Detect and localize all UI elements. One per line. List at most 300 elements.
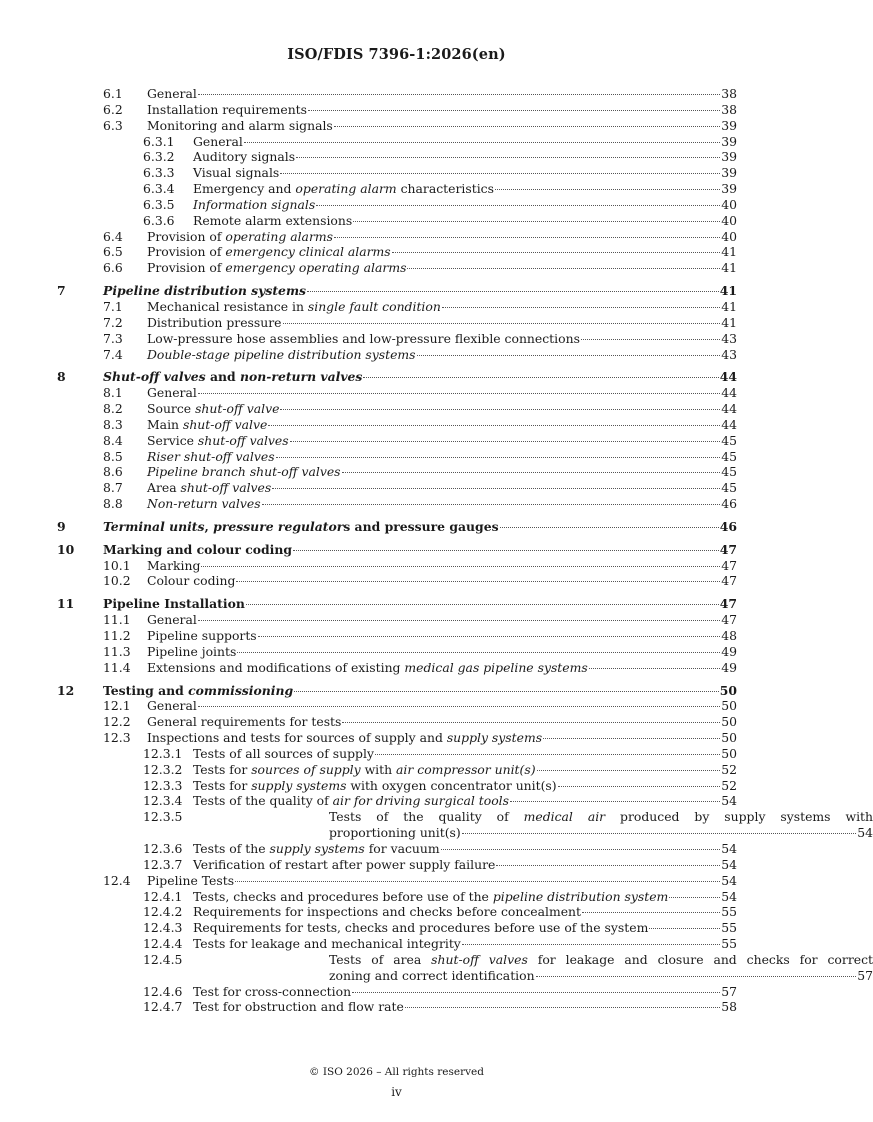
toc-entry[interactable]	[57, 181, 737, 197]
toc-entry-number: 8	[57, 369, 66, 385]
toc-title-fragment: supply systems	[251, 777, 347, 793]
toc-entry-number: 12.4.6	[143, 983, 183, 999]
toc-title-fragment: with	[360, 761, 397, 777]
toc-title-fragment: Testing and	[103, 682, 189, 698]
toc-entry-title	[329, 825, 461, 841]
dot-leader	[352, 992, 720, 993]
toc-entry[interactable]	[57, 449, 737, 465]
toc-entry[interactable]	[57, 244, 737, 260]
toc-title-fragment: Pipeline joints	[147, 643, 237, 659]
toc-entry[interactable]	[57, 417, 737, 433]
toc-title-fragment: sources of supply	[251, 761, 361, 777]
toc-entry[interactable]	[57, 596, 737, 612]
toc-entry-page: 46	[721, 496, 737, 512]
toc-title-fragment: operating alarm	[295, 181, 397, 197]
dot-leader	[442, 307, 720, 308]
toc-entry[interactable]	[57, 229, 737, 245]
toc-entry-title	[103, 542, 292, 558]
toc-entry-title	[193, 181, 494, 197]
dot-leader	[581, 339, 720, 340]
toc-title-fragment: Mechanical resistance in	[147, 298, 308, 314]
toc-entry-title	[147, 102, 307, 118]
toc-title-fragment: General	[147, 385, 197, 401]
toc-entry-title	[193, 134, 243, 150]
toc-entry[interactable]	[57, 519, 737, 535]
toc-entry-title	[193, 793, 509, 809]
toc-entry-number: 12.3.5	[143, 809, 183, 825]
toc-entry[interactable]	[57, 480, 737, 496]
toc-entry-page: 57	[721, 983, 737, 999]
toc-title-fragment: Extensions and modifications of existing	[147, 659, 405, 675]
toc-title-fragment: General	[147, 612, 197, 628]
toc-entry-page: 49	[721, 643, 737, 659]
toc-title-fragment: Tests of the quality of	[329, 809, 524, 825]
toc-entry-number: 12.3.4	[143, 793, 183, 809]
toc-entry[interactable]	[57, 873, 737, 889]
toc-entry[interactable]	[57, 644, 737, 660]
toc-entry-page: 55	[721, 936, 737, 952]
dot-leader	[405, 1007, 720, 1008]
table-of-contents	[57, 86, 873, 1015]
toc-title-fragment: single fault condition	[307, 298, 441, 314]
toc-title-fragment: Pipeline branch shut-off valves	[147, 464, 341, 480]
toc-entry[interactable]	[57, 118, 737, 134]
dot-leader	[316, 205, 720, 206]
toc-entry[interactable]	[57, 698, 737, 714]
toc-entry-number: 12.4.2	[143, 904, 183, 920]
toc-title-fragment: Service	[147, 432, 198, 448]
dot-leader	[198, 620, 720, 621]
toc-entry-number: 6.3.2	[143, 149, 175, 165]
toc-title-fragment: shut-off valve	[195, 401, 280, 417]
dot-leader	[353, 221, 720, 222]
dot-leader	[363, 377, 718, 378]
toc-entry-title	[193, 165, 279, 181]
toc-entry-page: 50	[721, 698, 737, 714]
toc-entry-title	[147, 118, 333, 134]
toc-entry-page: 41	[721, 314, 737, 330]
toc-entry-page: 45	[721, 432, 737, 448]
toc-title-fragment: shut-off valves	[180, 480, 272, 496]
toc-entry-number: 11.3	[103, 643, 131, 659]
toc-entry-title	[193, 149, 295, 165]
toc-entry[interactable]	[57, 401, 737, 417]
toc-entry-number: 6.3.6	[143, 212, 175, 228]
toc-title-fragment: ,	[204, 518, 214, 534]
toc-entry[interactable]	[57, 197, 737, 213]
toc-entry-number: 12.3.2	[143, 761, 183, 777]
toc-entry-number: 12.4.3	[143, 920, 183, 936]
toc-entry[interactable]	[57, 951, 873, 984]
toc-entry-page: 40	[721, 196, 737, 212]
toc-entry-title	[147, 496, 261, 512]
toc-title-fragment: Pipeline distribution systems	[103, 283, 307, 299]
dot-leader	[201, 566, 720, 567]
toc-title-fragment: Test for cross-connection	[193, 983, 352, 999]
toc-entry[interactable]	[57, 730, 737, 746]
page-number: iv	[391, 1085, 402, 1099]
toc-entry-title	[193, 999, 404, 1015]
dot-leader	[582, 912, 720, 913]
dot-leader	[237, 652, 720, 653]
toc-entry-number: 7	[57, 283, 66, 299]
toc-entry-number: 8.4	[103, 432, 123, 448]
dot-leader	[290, 441, 721, 442]
toc-entry-title	[147, 628, 257, 644]
toc-entry-number: 12.2	[103, 714, 131, 730]
toc-entry-title	[193, 889, 668, 905]
toc-entry-title	[147, 385, 197, 401]
toc-entry-number: 12.1	[103, 698, 131, 714]
toc-entry-page: 52	[721, 777, 737, 793]
toc-entry-number: 8.6	[103, 464, 123, 480]
toc-title-fragment: Tests, checks and procedures before use of the	[193, 888, 493, 904]
toc-title-fragment: Distribution pressure	[147, 314, 282, 330]
toc-entry[interactable]	[57, 904, 737, 920]
dot-leader	[649, 928, 720, 929]
toc-entry-title	[193, 746, 374, 762]
toc-entry-page: 38	[721, 86, 737, 101]
toc-entry-number: 8.2	[103, 401, 123, 417]
toc-entry-title	[147, 660, 588, 676]
dot-leader	[307, 291, 719, 292]
dot-leader	[462, 944, 720, 945]
toc-entry-page: 48	[721, 628, 737, 643]
dot-leader	[543, 738, 720, 739]
toc-entry-number: 8.5	[103, 448, 123, 464]
toc-entry-page: 50	[721, 745, 737, 761]
copyright-notice: © ISO 2026 – All rights reserved	[309, 1066, 484, 1078]
dot-leader	[536, 976, 857, 977]
toc-title-fragment: emergency clinical alarms	[225, 244, 391, 260]
toc-title-fragment: Area	[147, 480, 181, 496]
toc-entry[interactable]	[57, 102, 737, 118]
toc-title-fragment: Low-pressure hose assemblies and low-pressure flexible connections	[147, 330, 580, 346]
toc-title-fragment: Non-return valves	[147, 496, 261, 512]
toc-entry-number: 12.4.5	[143, 951, 183, 967]
dot-leader	[293, 550, 719, 551]
toc-entry-number: 8.1	[103, 385, 123, 401]
dot-leader	[294, 691, 719, 692]
toc-entry[interactable]	[57, 283, 737, 299]
toc-entry-title	[147, 229, 333, 245]
toc-entry[interactable]	[57, 809, 873, 841]
toc-entry-page: 47	[721, 557, 737, 573]
toc-entry-number: 6.2	[103, 101, 123, 117]
toc-entry[interactable]	[57, 660, 737, 676]
toc-title-fragment: Pipeline Installation	[103, 596, 245, 612]
toc-entry-title	[147, 714, 341, 730]
toc-title-fragment: shut-off valve	[182, 416, 268, 432]
toc-entry-title	[147, 873, 234, 889]
toc-entry[interactable]	[57, 433, 737, 449]
toc-title-fragment: s and pressure gauges	[343, 518, 499, 534]
toc-entry[interactable]	[57, 999, 737, 1015]
dot-leader	[407, 268, 720, 269]
toc-entry-title	[147, 644, 236, 660]
dot-leader	[342, 722, 720, 723]
toc-entry[interactable]	[57, 331, 737, 347]
toc-title-fragment: shut-off valves	[197, 432, 289, 448]
dot-leader	[236, 581, 720, 582]
toc-title-fragment: Provision of	[147, 260, 226, 276]
toc-entry-number: 6.3.5	[143, 196, 175, 212]
toc-title-fragment: Shut-off valves	[103, 369, 206, 385]
toc-entry-number: 7.1	[103, 298, 123, 314]
toc-title-fragment: non-return valves	[240, 369, 363, 385]
toc-entry-page: 55	[721, 920, 737, 936]
toc-title-fragment: Remote alarm extensions	[193, 212, 353, 228]
toc-entry[interactable]	[57, 984, 737, 1000]
toc-entry[interactable]	[57, 369, 737, 385]
toc-entry-number: 12.3.3	[143, 777, 183, 793]
toc-title-fragment: Verification of restart after power supply failure	[193, 856, 496, 872]
toc-entry-page: 41	[719, 283, 737, 299]
dot-leader	[669, 897, 720, 898]
toc-entry-number: 12.3.6	[143, 840, 183, 856]
toc-entry-page: 39	[721, 117, 737, 133]
toc-entry-number: 12.4.1	[143, 888, 183, 904]
dot-leader	[198, 706, 720, 707]
toc-title-fragment: Riser shut-off valves	[147, 448, 275, 464]
toc-entry-page: 44	[721, 401, 737, 417]
dot-leader	[537, 770, 721, 771]
toc-entry-number: 8.8	[103, 496, 123, 512]
dot-leader	[258, 636, 721, 637]
toc-entry[interactable]	[57, 165, 737, 181]
toc-entry-page: 45	[721, 464, 737, 480]
toc-entry[interactable]	[57, 299, 737, 315]
toc-title-fragment: General	[193, 133, 243, 149]
toc-entry[interactable]	[57, 496, 737, 512]
toc-entry[interactable]	[57, 464, 737, 480]
dot-leader	[296, 157, 720, 158]
toc-title-fragment: Marking and colour coding	[103, 541, 293, 557]
toc-entry-title	[193, 762, 536, 778]
toc-title-fragment: General	[147, 698, 197, 714]
toc-entry-title	[103, 596, 245, 612]
toc-title-fragment: Emergency and	[193, 181, 296, 197]
toc-entry-page: 54	[721, 872, 737, 888]
toc-entry[interactable]	[57, 746, 737, 762]
dot-leader	[276, 457, 721, 458]
dot-leader	[334, 126, 720, 127]
dot-leader	[462, 833, 856, 834]
dot-leader	[198, 94, 720, 95]
toc-entry[interactable]	[57, 385, 737, 401]
toc-entry-title	[147, 417, 267, 433]
toc-entry-page: 57	[857, 967, 873, 983]
toc-entry-page: 47	[719, 541, 737, 557]
toc-entry[interactable]	[57, 683, 737, 699]
toc-title-fragment: characteristics	[396, 181, 494, 197]
toc-entry-page: 43	[721, 330, 737, 346]
toc-entry-number: 8.3	[103, 416, 123, 432]
toc-entry-page: 58	[721, 999, 737, 1015]
toc-entry-page: 41	[721, 244, 737, 260]
toc-entry-number: 10.2	[103, 573, 131, 589]
toc-entry-number: 6.5	[103, 244, 123, 260]
dot-leader	[280, 173, 720, 174]
toc-entry-page: 39	[721, 181, 737, 197]
toc-title-fragment: Pipeline Tests	[147, 872, 235, 888]
toc-entry-number: 6.3.1	[143, 133, 175, 149]
toc-entry-number: 12	[57, 682, 75, 698]
toc-entry-title	[147, 433, 289, 449]
toc-entry-title	[147, 244, 391, 260]
toc-entry-page: 54	[857, 825, 873, 841]
toc-entry-page: 40	[721, 228, 737, 244]
toc-title-fragment: Tests of area	[329, 951, 432, 967]
toc-entry-title	[103, 283, 306, 299]
toc-entry[interactable]	[57, 134, 737, 150]
dot-leader	[272, 488, 720, 489]
toc-entry-page: 54	[721, 856, 737, 872]
toc-entry-title	[103, 369, 362, 385]
toc-title-fragment: Tests of the quality of	[193, 793, 333, 809]
toc-entry-number: 7.4	[103, 346, 123, 362]
toc-entry-number: 9	[57, 518, 66, 534]
toc-title-fragment: Information signals	[193, 196, 316, 212]
toc-entry-number: 6.3.4	[143, 181, 175, 197]
toc-entry-title	[193, 857, 495, 873]
toc-entry-title	[193, 841, 440, 857]
toc-entry-title	[147, 401, 279, 417]
dot-leader	[280, 409, 720, 410]
toc-title-fragment: Provision of	[147, 228, 226, 244]
toc-entry[interactable]	[57, 920, 737, 936]
toc-entry-number: 7.3	[103, 330, 123, 346]
dot-leader	[342, 472, 721, 473]
toc-entry-page: 44	[719, 369, 737, 385]
toc-entry-title	[193, 197, 315, 213]
toc-entry[interactable]	[57, 260, 737, 276]
toc-title-fragment: Monitoring and alarm signals	[147, 117, 333, 133]
toc-title-fragment: Main	[147, 416, 183, 432]
toc-title-fragment: Requirements for inspections and checks before concealment	[193, 904, 582, 920]
toc-entry-number: 11	[57, 596, 75, 612]
toc-title-fragment: commissioning	[188, 682, 294, 698]
toc-entry-title	[147, 730, 542, 746]
toc-entry-title	[193, 920, 648, 936]
toc-entry-page: 38	[721, 101, 737, 117]
toc-entry-page: 47	[721, 612, 737, 628]
toc-entry-page: 54	[721, 793, 737, 809]
toc-entry[interactable]	[57, 558, 737, 574]
toc-title-fragment: Pipeline supports	[147, 628, 257, 643]
toc-entry-page: 52	[721, 761, 737, 777]
toc-entry[interactable]	[57, 628, 737, 644]
toc-entry-title	[193, 213, 352, 229]
toc-entry[interactable]	[57, 612, 737, 628]
dot-leader	[262, 504, 721, 505]
toc-entry-title	[193, 904, 581, 920]
toc-title-fragment: medical air	[523, 809, 606, 825]
toc-entry-number: 12.4.4	[143, 936, 183, 952]
dot-leader	[308, 110, 720, 111]
toc-title-fragment: emergency operating alarms	[225, 260, 407, 276]
toc-title-fragment: with oxygen concentrator unit(s)	[346, 777, 557, 793]
toc-entry-title	[147, 347, 416, 363]
toc-title-fragment: Inspections and tests for sources of supply and	[147, 730, 447, 746]
dot-leader	[235, 881, 720, 882]
toc-title-fragment: Visual signals	[193, 165, 280, 181]
toc-entry[interactable]	[57, 149, 737, 165]
toc-entry[interactable]	[57, 573, 737, 589]
toc-entry[interactable]	[57, 857, 737, 873]
toc-entry-page: 40	[721, 212, 737, 228]
toc-entry-title-line1	[329, 952, 873, 968]
toc-title-fragment: pressure regulator	[213, 518, 344, 534]
toc-title-fragment: air for driving surgical tools	[332, 793, 509, 809]
toc-entry[interactable]	[57, 936, 737, 952]
toc-title-fragment: Tests of all sources of supply	[193, 745, 374, 761]
toc-title-fragment: and	[205, 369, 240, 385]
toc-entry[interactable]	[57, 714, 737, 730]
toc-title-fragment: pipeline distribution system	[492, 888, 669, 904]
toc-entry[interactable]	[57, 213, 737, 229]
toc-entry-number: 11.1	[103, 612, 131, 628]
toc-entry-title	[193, 778, 557, 794]
toc-entry-title	[147, 612, 197, 628]
dot-leader	[334, 237, 720, 238]
dot-leader	[198, 393, 720, 394]
toc-entry-title-line1	[329, 809, 873, 825]
toc-title-fragment: General	[147, 86, 197, 101]
toc-entry[interactable]	[57, 793, 737, 809]
toc-title-fragment: Requirements for tests, checks and procedures before use of the system	[193, 920, 649, 936]
toc-entry-title	[147, 331, 580, 347]
toc-entry-title	[329, 968, 535, 984]
toc-entry[interactable]	[57, 347, 737, 363]
toc-entry[interactable]	[57, 889, 737, 905]
toc-entry[interactable]	[57, 86, 737, 102]
toc-entry-page: 39	[721, 133, 737, 149]
toc-title-fragment: supply systems	[269, 840, 365, 856]
toc-title-fragment: Terminal units	[103, 518, 205, 534]
toc-entry-number: 11.4	[103, 659, 131, 675]
toc-entry-page: 41	[721, 298, 737, 314]
toc-entry-title	[147, 558, 200, 574]
toc-entry-page: 43	[721, 346, 737, 362]
toc-entry-page: 45	[721, 480, 737, 496]
toc-entry-title	[147, 464, 341, 480]
toc-entry-number: 6.1	[103, 86, 123, 101]
toc-entry[interactable]	[57, 841, 737, 857]
toc-entry[interactable]	[57, 315, 737, 331]
toc-entry-page: 54	[721, 888, 737, 904]
toc-entry-page: 54	[721, 840, 737, 856]
toc-title-fragment: for leakage and closure and checks for correct	[527, 951, 873, 967]
dot-leader	[558, 786, 721, 787]
toc-entry-page: 44	[721, 416, 737, 432]
toc-title-fragment: Marking	[147, 557, 201, 573]
toc-entry-page: 44	[721, 385, 737, 401]
dot-leader	[496, 865, 720, 866]
toc-title-fragment: air compressor unit(s)	[396, 761, 536, 777]
toc-entry-page: 39	[721, 149, 737, 165]
toc-entry-page: 47	[719, 596, 737, 612]
toc-title-fragment: Provision of	[147, 244, 226, 260]
toc-entry-page: 47	[721, 573, 737, 589]
toc-entry-title	[193, 984, 351, 1000]
toc-title-fragment: medical gas pipeline systems	[404, 659, 588, 675]
toc-entry-number: 6.4	[103, 228, 123, 244]
toc-entry[interactable]	[57, 542, 737, 558]
toc-entry[interactable]	[57, 762, 737, 778]
toc-entry-number: 12.3.7	[143, 856, 183, 872]
toc-entry[interactable]	[57, 778, 737, 794]
